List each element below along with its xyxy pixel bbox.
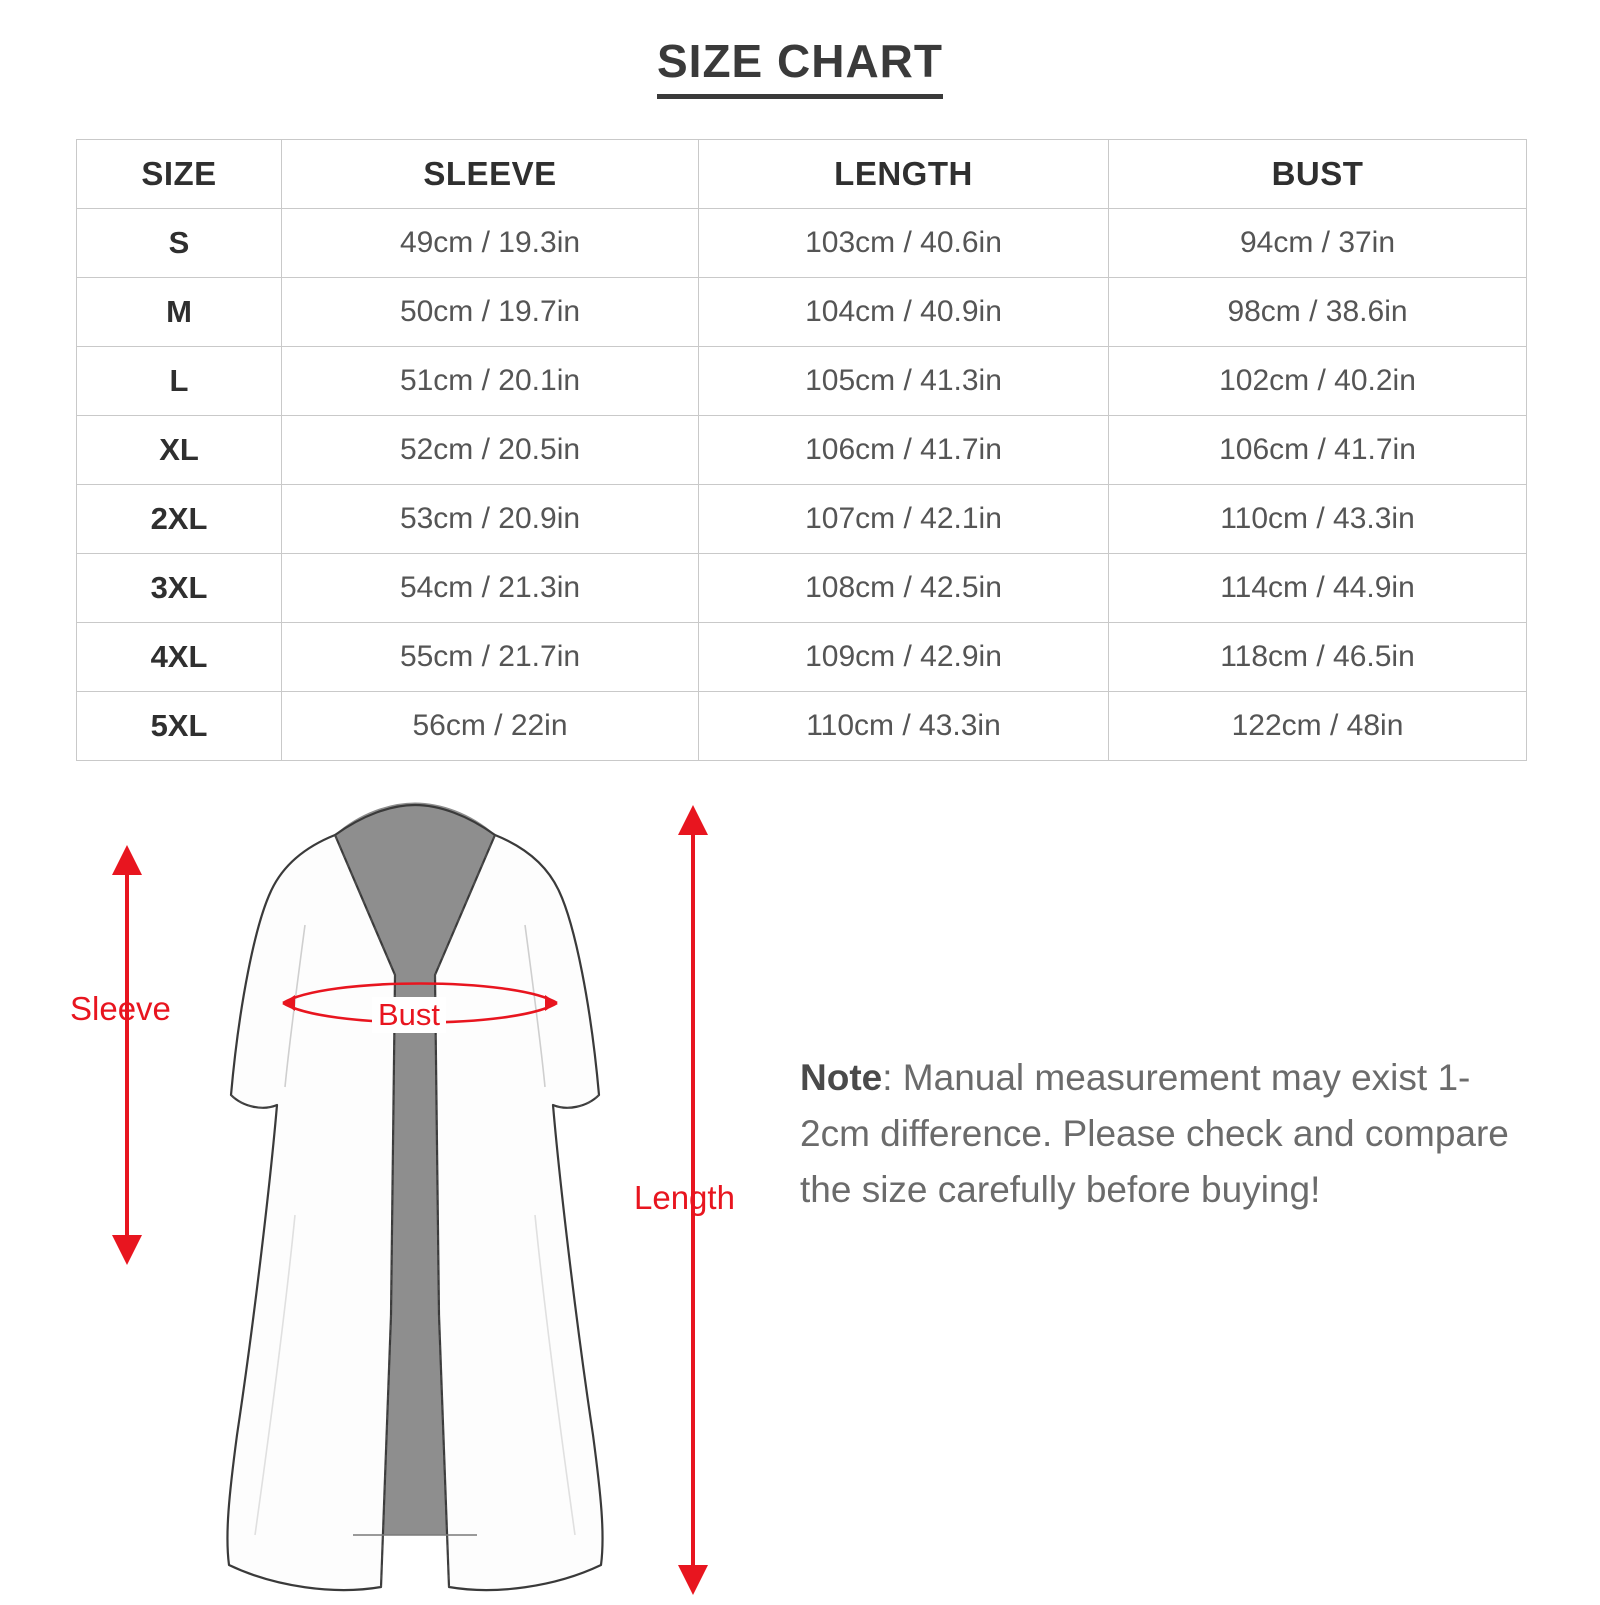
sleeve-measure-arrow [104, 845, 150, 1265]
cell-sleeve: 54cm / 21.3in [282, 554, 699, 623]
cell-size: S [77, 209, 282, 278]
size-chart-table-container [76, 139, 1526, 761]
page-title [0, 34, 1600, 99]
cell-bust: 114cm / 44.9in [1109, 554, 1527, 623]
table-row [77, 278, 1527, 347]
bust-measure-label: Bust [372, 997, 446, 1033]
cell-bust: 110cm / 43.3in [1109, 485, 1527, 554]
cell-sleeve: 50cm / 19.7in [282, 278, 699, 347]
column-header-length: LENGTH [699, 140, 1109, 209]
cell-sleeve: 51cm / 20.1in [282, 347, 699, 416]
cell-length: 110cm / 43.3in [699, 692, 1109, 761]
cell-size: 4XL [77, 623, 282, 692]
cell-size: L [77, 347, 282, 416]
column-header-sleeve: SLEEVE [282, 140, 699, 209]
cell-length: 108cm / 42.5in [699, 554, 1109, 623]
cell-sleeve: 52cm / 20.5in [282, 416, 699, 485]
cell-length: 105cm / 41.3in [699, 347, 1109, 416]
cell-length: 104cm / 40.9in [699, 278, 1109, 347]
note-text [800, 1050, 1520, 1219]
table-header-row [77, 140, 1527, 209]
table-row [77, 209, 1527, 278]
cell-size: 3XL [77, 554, 282, 623]
long-open-front-cardigan-illustration [185, 795, 645, 1605]
table-row [77, 485, 1527, 554]
cell-bust: 102cm / 40.2in [1109, 347, 1527, 416]
cell-sleeve: 55cm / 21.7in [282, 623, 699, 692]
cell-length: 109cm / 42.9in [699, 623, 1109, 692]
cell-bust: 122cm / 48in [1109, 692, 1527, 761]
cell-size: M [77, 278, 282, 347]
cell-size: XL [77, 416, 282, 485]
cell-bust: 98cm / 38.6in [1109, 278, 1527, 347]
table-row [77, 554, 1527, 623]
table-row [77, 416, 1527, 485]
note-body: : Manual measurement may exist 1-2cm difference. Please check and compare the size carefully before buying! [800, 1057, 1509, 1211]
size-chart-table [76, 139, 1527, 761]
cell-sleeve: 56cm / 22in [282, 692, 699, 761]
cell-length: 103cm / 40.6in [699, 209, 1109, 278]
table-row [77, 623, 1527, 692]
cell-size: 5XL [77, 692, 282, 761]
table-row [77, 692, 1527, 761]
note-prefix: Note [800, 1057, 883, 1098]
cell-bust: 94cm / 37in [1109, 209, 1527, 278]
measurement-diagram [0, 795, 1600, 1600]
cell-bust: 106cm / 41.7in [1109, 416, 1527, 485]
cell-sleeve: 49cm / 19.3in [282, 209, 699, 278]
cell-bust: 118cm / 46.5in [1109, 623, 1527, 692]
sleeve-measure-label: Sleeve [70, 990, 171, 1027]
column-header-bust: BUST [1109, 140, 1527, 209]
table-row [77, 347, 1527, 416]
cell-sleeve: 53cm / 20.9in [282, 485, 699, 554]
column-header-size: SIZE [77, 140, 282, 209]
cell-length: 106cm / 41.7in [699, 416, 1109, 485]
page-title-text: SIZE CHART [657, 34, 943, 99]
length-measure-label: Length [634, 1179, 735, 1216]
cell-size: 2XL [77, 485, 282, 554]
cell-length: 107cm / 42.1in [699, 485, 1109, 554]
